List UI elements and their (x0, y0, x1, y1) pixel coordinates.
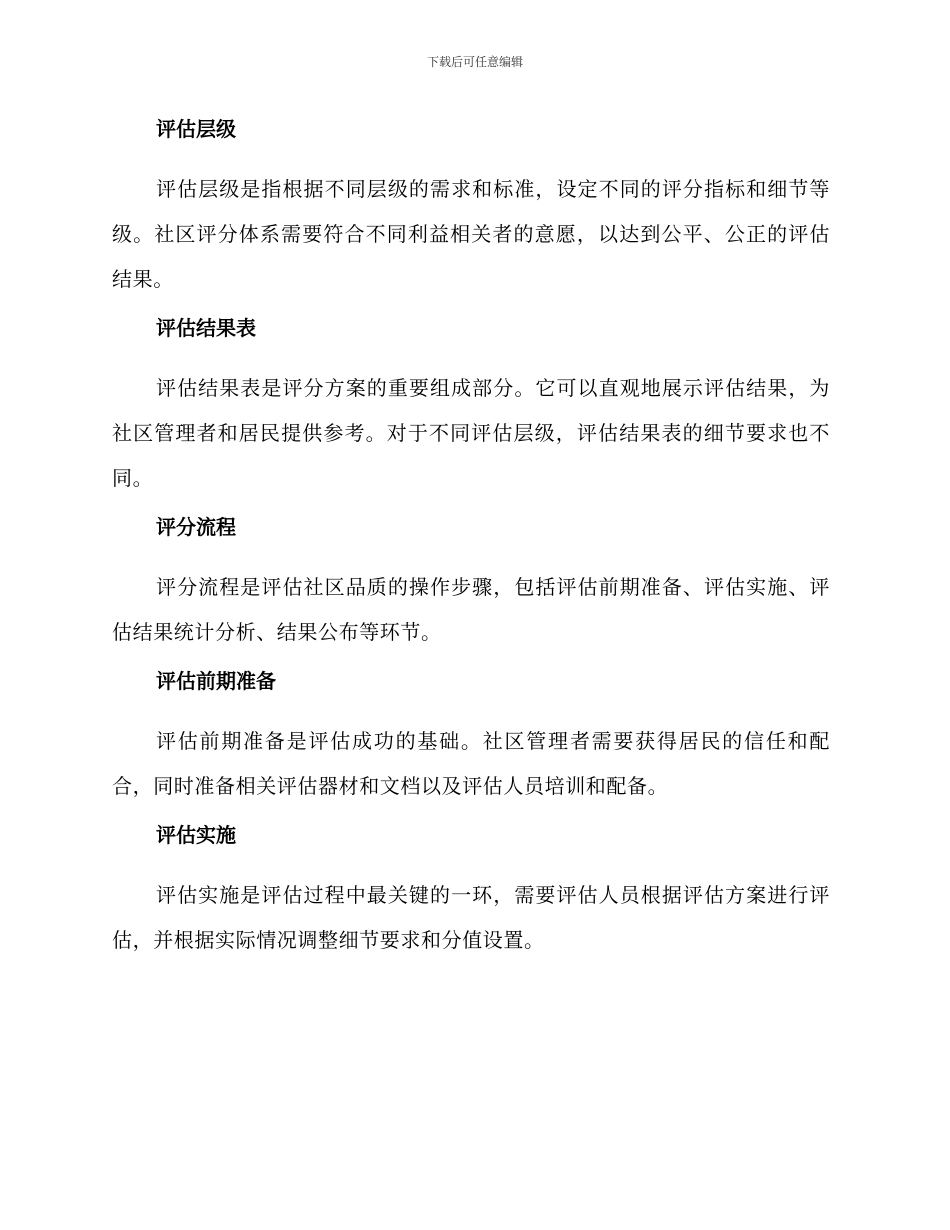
section-paragraph: 评估层级是指根据不同层级的需求和标准，设定不同的评分指标和细节等级。社区评分体系需要符合不同利益相关者的意愿，以达到公平、公正的评估结果。 (112, 177, 830, 291)
section-paragraph: 评估实施是评估过程中最关键的一环，需要评估人员根据评估方案进行评估，并根据实际情况调整细节要求和分值设置。 (112, 883, 830, 952)
section-preparation (112, 664, 830, 809)
section-heading: 评估层级 (156, 117, 236, 141)
section-scoring-process (112, 510, 830, 655)
section-paragraph: 评分流程是评估社区品质的操作步骤，包括评估前期准备、评估实施、评估结果统计分析、结果公布等环节。 (112, 575, 830, 644)
section-heading: 评估实施 (156, 823, 236, 847)
document-body (112, 112, 830, 972)
section-implementation (112, 818, 830, 963)
section-paragraph: 评估结果表是评分方案的重要组成部分。它可以直观地展示评估结果，为社区管理者和居民提供参考。对于不同评估层级，评估结果表的细节要求也不同。 (112, 376, 830, 490)
section-result-table (112, 311, 830, 501)
section-heading: 评估前期准备 (156, 669, 276, 693)
section-evaluation-levels (112, 112, 830, 302)
page-header: 下载后可任意编辑 (426, 55, 523, 69)
section-heading: 评估结果表 (156, 316, 256, 340)
section-paragraph: 评估前期准备是评估成功的基础。社区管理者需要获得居民的信任和配合，同时准备相关评估器材和文档以及评估人员培训和配备。 (112, 729, 830, 798)
section-heading: 评分流程 (156, 515, 236, 539)
